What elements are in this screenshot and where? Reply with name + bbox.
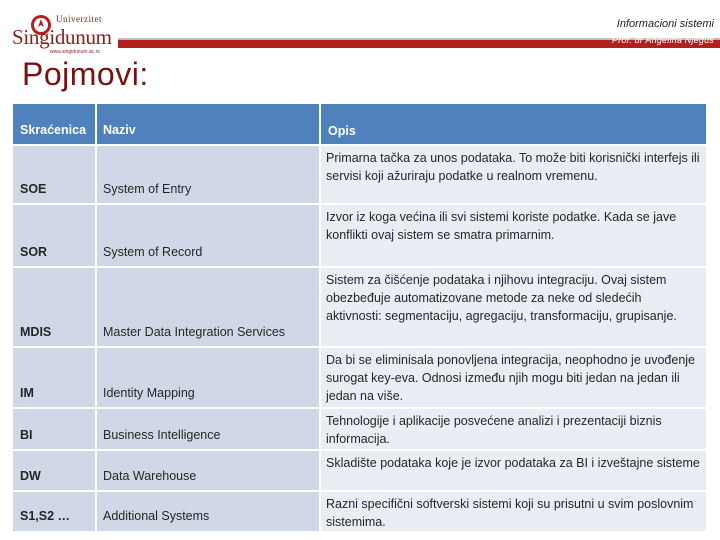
- slide-title: Pojmovi:: [22, 56, 149, 92]
- table-row-desc: Izvor iz koga većina ili svi sistemi koriste podatke. Kada se jave konflikti ovaj sistem se smatra primarnim.: [320, 204, 706, 267]
- table-divider: [95, 104, 97, 531]
- table-row-name: Identity Mapping: [96, 347, 320, 408]
- column-header-abbr: Skraćenica: [13, 104, 96, 145]
- table-row-abbr: DW: [13, 450, 96, 491]
- table-row-abbr: SOR: [13, 204, 96, 267]
- table-row-abbr: MDIS: [13, 267, 96, 347]
- table-row-abbr: IM: [13, 347, 96, 408]
- table-divider: [13, 266, 706, 268]
- table-divider: [319, 104, 321, 531]
- logo-university-word: Univerzitet: [56, 14, 102, 24]
- table-row-desc: Razni specifični softverski sistemi koji su prisutni u svim poslovnim sistemima.: [320, 491, 706, 531]
- table-divider: [13, 490, 706, 492]
- table-divider: [13, 449, 706, 451]
- table-row-name: System of Record: [96, 204, 320, 267]
- author-name: Prof. dr Angelina Njeguš: [611, 35, 714, 45]
- table-row-desc: Skladište podataka koje je izvor podataka za BI i izveštajne sisteme: [320, 450, 706, 491]
- table-divider: [13, 346, 706, 348]
- column-header-name: Naziv: [96, 104, 320, 145]
- table-row-desc: Primarna tačka za unos podataka. To može biti korisnički interfejs ili servisi koji ažuriraju podatke u realnom vremenu.: [320, 145, 706, 204]
- table-row-name: System of Entry: [96, 145, 320, 204]
- table-row-abbr: BI: [13, 408, 96, 450]
- logo-url: www.singidunum.ac.rs: [50, 49, 100, 55]
- table-row-name: Additional Systems: [96, 491, 320, 531]
- table-row-abbr: S1,S2 …: [13, 491, 96, 531]
- table-row-name: Business Intelligence: [96, 408, 320, 450]
- table-row-name: Master Data Integration Services: [96, 267, 320, 347]
- university-logo: [12, 14, 122, 55]
- table-row-desc: Da bi se eliminisala ponovljena integracija, neophodno je uvođenje surogat key-eva. Odnosi između njih mogu biti jedan na jedan ili jedan na više.: [320, 347, 706, 408]
- table-divider: [13, 407, 706, 409]
- table-row-abbr: SOE: [13, 145, 96, 204]
- column-header-desc: Opis: [320, 104, 706, 145]
- table-row-name: Data Warehouse: [96, 450, 320, 491]
- table-divider: [13, 144, 706, 146]
- course-title: Informacioni sistemi: [616, 18, 714, 30]
- logo-name: Singidunum: [12, 25, 112, 49]
- table-row-desc: Sistem za čišćenje podataka i njihovu integraciju. Ovaj sistem obezbeđuje automatizovane metode za neke od sledećih aktivnosti: segmentaciju, agregaciju, transformaciju, grupisanje.: [320, 267, 706, 347]
- table-row-desc: Tehnologije i aplikacije posvećene analizi i prezentaciji biznis informacija.: [320, 408, 706, 450]
- terms-table: [13, 104, 706, 531]
- table-divider: [13, 203, 706, 205]
